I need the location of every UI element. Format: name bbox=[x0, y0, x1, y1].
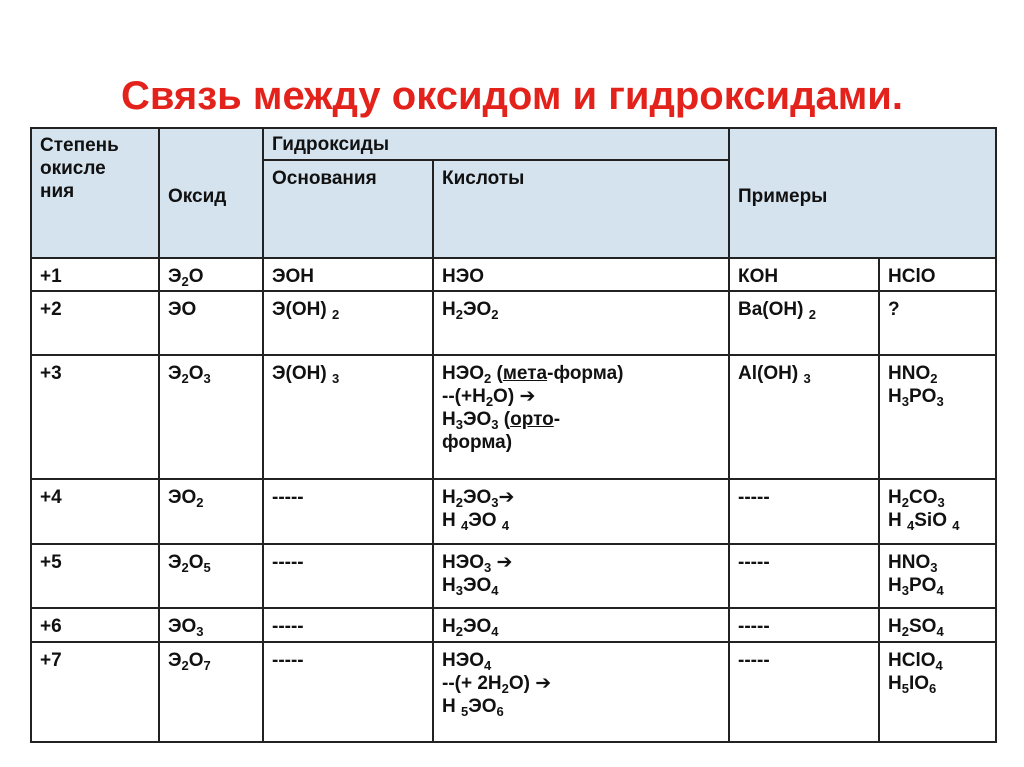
cell-example-acid: HClO$_4$ $H_5IO_6$ bbox=[879, 642, 996, 742]
cell-oxidation-state: +1 bbox=[31, 258, 159, 291]
cell-acid: $Н_2ЭО_3➔$ Н $_4$ЭО $_4$ bbox=[433, 479, 729, 544]
cell-base: ----- bbox=[263, 608, 433, 642]
cell-oxide: ЭО bbox=[159, 291, 263, 355]
cell-example-base: Al(OH) $_3$ bbox=[729, 355, 879, 479]
oxide-hydroxide-table bbox=[30, 127, 997, 743]
cell-example-base: ----- bbox=[729, 479, 879, 544]
header-acids: Кислоты bbox=[433, 160, 729, 258]
cell-example-base: ----- bbox=[729, 544, 879, 608]
header-oxide: Оксид bbox=[159, 128, 263, 258]
cell-base: Э(ОН) $_3$ bbox=[263, 355, 433, 479]
cell-example-acid: $H_2CO_3$ H $_4$SiO $_4$ bbox=[879, 479, 996, 544]
cell-example-base: ----- bbox=[729, 642, 879, 742]
cell-acid: $Н_2ЭО_2$ bbox=[433, 291, 729, 355]
table-row bbox=[31, 258, 996, 291]
cell-base: ----- bbox=[263, 544, 433, 608]
table-row bbox=[31, 291, 996, 355]
cell-acid: $НЭО_4$ --(+ $2Н_2О$) ➔ Н $_5ЭО_6$ bbox=[433, 642, 729, 742]
cell-example-acid: $HNO_3$ $H_3PO_4$ bbox=[879, 544, 996, 608]
table-row bbox=[31, 642, 996, 742]
table-row bbox=[31, 355, 996, 479]
cell-example-base: КОН bbox=[729, 258, 879, 291]
cell-base: Э(ОН) $_2$ bbox=[263, 291, 433, 355]
cell-example-acid: $H_2SO_4$ bbox=[879, 608, 996, 642]
cell-example-base: ----- bbox=[729, 608, 879, 642]
cell-oxidation-state: +5 bbox=[31, 544, 159, 608]
cell-oxide: $Э_2О$ bbox=[159, 258, 263, 291]
header-hydroxides: Гидроксиды bbox=[263, 128, 729, 160]
cell-base: ----- bbox=[263, 642, 433, 742]
cell-oxidation-state: +4 bbox=[31, 479, 159, 544]
header-oxidation-state: Степень окисле ния bbox=[31, 128, 159, 258]
cell-acid: $НЭО_2$ (мета-форма) $--(+Н_2О)$ ➔ $Н_3ЭО_3$ (орто- форма) bbox=[433, 355, 729, 479]
cell-oxide: $Э_2О_7$ bbox=[159, 642, 263, 742]
cell-acid: $Н_2ЭО_4$ bbox=[433, 608, 729, 642]
cell-oxidation-state: +6 bbox=[31, 608, 159, 642]
cell-example-acid: ? bbox=[879, 291, 996, 355]
cell-example-acid: HClO bbox=[879, 258, 996, 291]
cell-acid: НЭО bbox=[433, 258, 729, 291]
cell-oxidation-state: +7 bbox=[31, 642, 159, 742]
table-row bbox=[31, 544, 996, 608]
cell-oxide: $ЭО_3$ bbox=[159, 608, 263, 642]
cell-base: ЭОН bbox=[263, 258, 433, 291]
cell-oxide: $Э_2О_3$ bbox=[159, 355, 263, 479]
table-row bbox=[31, 479, 996, 544]
cell-example-base: Ba(OH) $_2$ bbox=[729, 291, 879, 355]
cell-oxidation-state: +2 bbox=[31, 291, 159, 355]
cell-base: ----- bbox=[263, 479, 433, 544]
header-bases: Основания bbox=[263, 160, 433, 258]
cell-oxide: $Э_2О_5$ bbox=[159, 544, 263, 608]
cell-oxidation-state: +3 bbox=[31, 355, 159, 479]
cell-example-acid: $HNO_2$ $H_3PO_3$ bbox=[879, 355, 996, 479]
cell-oxide: $ЭО_2$ bbox=[159, 479, 263, 544]
header-examples: Примеры bbox=[729, 128, 996, 258]
page-title: Связь между оксидом и гидроксидами. bbox=[120, 74, 903, 118]
table-row bbox=[31, 608, 996, 642]
cell-acid: $НЭО_3$ ➔ $Н_3ЭО_4$ bbox=[433, 544, 729, 608]
